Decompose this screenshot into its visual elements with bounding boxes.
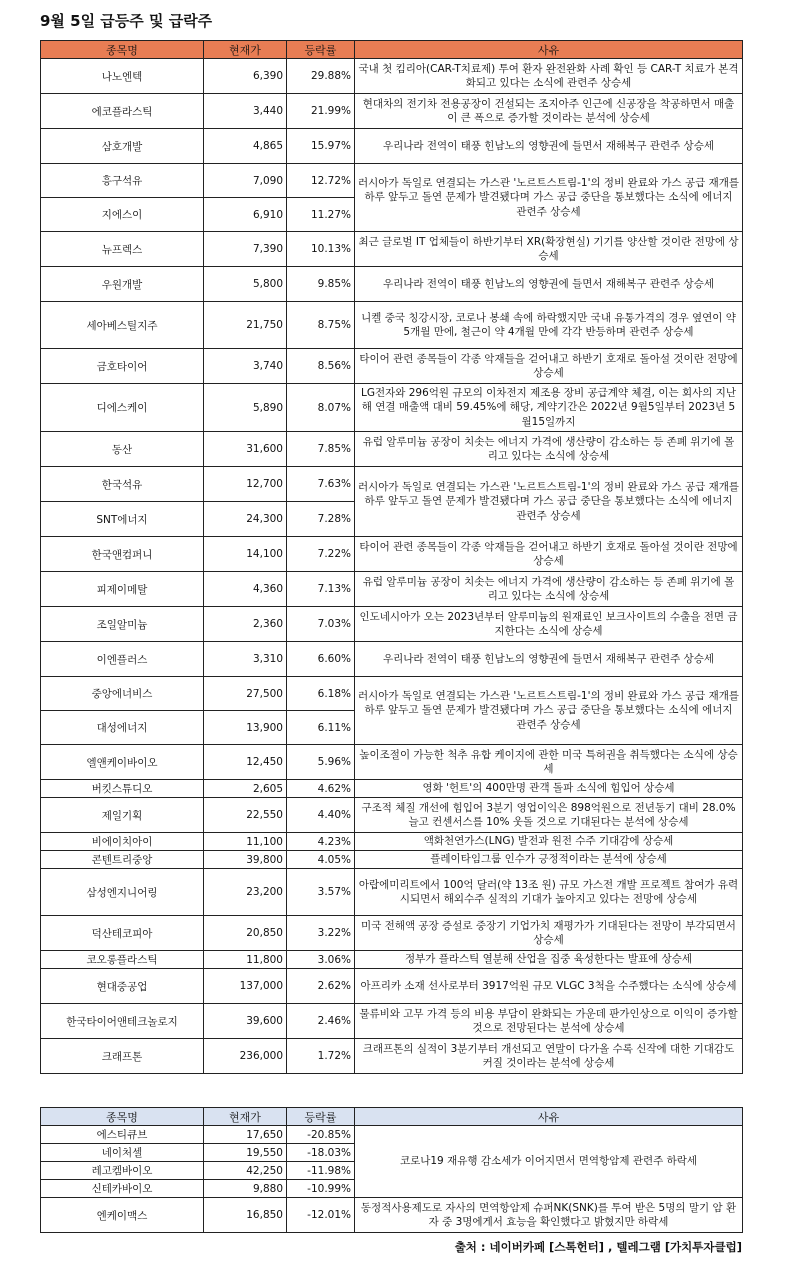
page-title: 9월 5일 급등주 및 급락주 [40,12,213,30]
stock-reason: 크래프톤의 실적이 3분기부터 개선되고 연말이 다가올 수록 신작에 대한 기대감도 커질 것이라는 분석에 상승세 [355,1039,743,1074]
stock-name: 엘앤케이바이오 [41,745,204,780]
stock-price: 20,850 [204,916,287,951]
stock-change: 5.96% [287,745,355,780]
riser-row [41,59,743,94]
stock-reason: 타이어 관련 종목들이 각종 악재들을 걷어내고 하반기 호재로 돌아설 것이란 전망에 상승세 [355,349,743,384]
stock-reason: 영화 '헌트'의 400만명 관객 돌파 소식에 힘입어 상승세 [355,780,743,798]
stock-reason: 현대차의 전기차 전용공장이 건설되는 조지아주 인근에 신공장을 착공하면서 매출이 큰 폭으로 증가할 것이라는 분석에 상승세 [355,94,743,129]
stock-reason: 물류비와 고무 가격 등의 비용 부담이 완화되는 가운데 판가인상으로 이익이 증가할 것으로 전망된다는 분석에 상승세 [355,1004,743,1039]
stock-reason: 러시아가 독일로 연결되는 가스관 '노르트스트림-1'의 정비 완료와 가스 공급 재개를 하루 앞두고 돌연 문제가 발견됐다며 가스 공급 중단을 통보했다는 소식에 에너지 관련주 상승세 [355,164,743,232]
stock-change: 6.18% [287,677,355,711]
stock-price: 19,550 [204,1144,287,1162]
riser-row [41,129,743,164]
stock-reason: 우리나라 전역이 태풍 힌남노의 영향권에 들면서 재해복구 관련주 상승세 [355,267,743,302]
riser-row [41,302,743,349]
riser-row [41,537,743,572]
stock-change: 7.28% [287,502,355,537]
riser-row [41,851,743,869]
riser-row [41,384,743,432]
stock-change: 7.22% [287,537,355,572]
stock-name: 중앙에너비스 [41,677,204,711]
stock-reason: 액화천연가스(LNG) 발전과 원전 수주 기대감에 상승세 [355,833,743,851]
stock-name: 에스티큐브 [41,1126,204,1144]
riser-row [41,869,743,916]
riser-row [41,94,743,129]
riser-row [41,267,743,302]
stock-price: 12,700 [204,467,287,502]
stock-price: 12,450 [204,745,287,780]
riser-row [41,164,743,198]
stock-reason: 타이어 관련 종목들이 각종 악재들을 걷어내고 하반기 호재로 돌아설 것이란 전망에 상승세 [355,537,743,572]
stock-change: 7.63% [287,467,355,502]
stock-price: 3,310 [204,642,287,677]
stock-price: 16,850 [204,1198,287,1233]
stock-price: 9,880 [204,1180,287,1198]
stock-name: 조일알미늄 [41,607,204,642]
stock-name: 한국앤컴퍼니 [41,537,204,572]
stock-reason: LG전자와 296억원 규모의 이차전지 제조용 장비 공급계약 체결, 이는 회사의 지난해 연결 매출액 대비 59.45%에 해당, 계약기간은 2022년 9월5일부터 2023년 5월15일까지 [355,384,743,432]
stock-name: 엔케이맥스 [41,1198,204,1233]
stock-change: 7.85% [287,432,355,467]
stock-price: 22,550 [204,798,287,833]
riser-row [41,349,743,384]
stock-change: 6.60% [287,642,355,677]
stock-reason: 동정적사용제도로 자사의 면역항암제 슈퍼NK(SNK)를 투여 받은 5명의 말기 암 환자 중 3명에게서 효능을 확인했다고 밝혔지만 하락세 [355,1198,743,1233]
stock-change: 8.07% [287,384,355,432]
header-change: 등락률 [287,1108,355,1126]
stock-change: -10.99% [287,1180,355,1198]
faller-row [41,1126,743,1144]
rising-stocks-table [40,40,743,1074]
riser-row [41,916,743,951]
stock-reason: 니켈 중국 칭강시장, 코로나 봉쇄 속에 하락했지만 국내 유통가격의 경우 옆연이 약 5개월 만에, 철근이 약 4개월 만에 각각 반등하며 관련주 상승세 [355,302,743,349]
stock-name: 디에스케이 [41,384,204,432]
stock-name: 지에스이 [41,198,204,232]
stock-change: 9.85% [287,267,355,302]
riser-row [41,642,743,677]
stock-name: 한국석유 [41,467,204,502]
stock-price: 39,600 [204,1004,287,1039]
stock-price: 3,440 [204,94,287,129]
stock-reason: 구조적 체질 개선에 힘입어 3분기 영업이익은 898억원으로 전년동기 대비 28.0% 늘고 컨센서스를 10% 웃돌 것으로 기대된다는 분석에 상승세 [355,798,743,833]
stock-reason: 최근 글로벌 IT 업체들이 하반기부터 XR(확장현실) 기기를 양산할 것이란 전망에 상승세 [355,232,743,267]
stock-change: 1.72% [287,1039,355,1074]
stock-reason: 플레이타임그룹 인수가 긍정적이라는 분석에 상승세 [355,851,743,869]
stock-price: 39,800 [204,851,287,869]
falling-stocks-table [40,1107,743,1233]
stock-name: 세아베스틸지주 [41,302,204,349]
header-price: 현재가 [204,1108,287,1126]
header-price: 현재가 [204,41,287,59]
stock-price: 17,650 [204,1126,287,1144]
stock-name: 레고켐바이오 [41,1162,204,1180]
header-reason: 사유 [355,41,743,59]
stock-name: 콘텐트리중앙 [41,851,204,869]
stock-name: 한국타이어앤테크놀로지 [41,1004,204,1039]
stock-reason: 아랍에미리트에서 100억 달러(약 13조 원) 규모 가스전 개발 프로젝트 참여가 유력시되면서 해외수주 실적의 기대가 높아지고 있다는 전망에 상승세 [355,869,743,916]
stock-price: 11,800 [204,951,287,969]
stock-change: -11.98% [287,1162,355,1180]
stock-change: 2.46% [287,1004,355,1039]
stock-reason: 높이조절이 가능한 척추 유합 케이지에 관한 미국 특허권을 취득했다는 소식에 상승세 [355,745,743,780]
stock-reason: 러시아가 독일로 연결되는 가스관 '노르트스트림-1'의 정비 완료와 가스 공급 재개를 하루 앞두고 돌연 문제가 발견됐다며 가스 공급 중단을 통보했다는 소식에 에너지 관련주 상승세 [355,467,743,537]
stock-price: 27,500 [204,677,287,711]
riser-row [41,798,743,833]
stock-name: 비에이치아이 [41,833,204,851]
stock-change: 4.05% [287,851,355,869]
stock-change: 4.62% [287,780,355,798]
stock-change: 29.88% [287,59,355,94]
stock-price: 2,360 [204,607,287,642]
stock-change: 7.03% [287,607,355,642]
riser-row [41,1039,743,1074]
stock-name: 이엔플러스 [41,642,204,677]
stock-name: 현대중공업 [41,969,204,1004]
riser-row [41,232,743,267]
stock-reason: 국내 첫 킴리아(CAR-T치료제) 투여 환자 완전완화 사례 확인 등 CAR-T 치료가 본격화되고 있다는 소식에 관련주 상승세 [355,59,743,94]
stock-name: SNT에너지 [41,502,204,537]
header-name: 종목명 [41,41,204,59]
stock-price: 5,890 [204,384,287,432]
stock-name: 크래프톤 [41,1039,204,1074]
stock-name: 코오롱플라스틱 [41,951,204,969]
stock-name: 우원개발 [41,267,204,302]
stock-change: 12.72% [287,164,355,198]
stock-price: 6,390 [204,59,287,94]
stock-change: 15.97% [287,129,355,164]
stock-name: 삼성엔지니어링 [41,869,204,916]
riser-row [41,969,743,1004]
stock-change: 3.57% [287,869,355,916]
stock-price: 6,910 [204,198,287,232]
stock-change: 4.23% [287,833,355,851]
stock-change: 3.22% [287,916,355,951]
stock-name: 대성에너지 [41,711,204,745]
stock-price: 24,300 [204,502,287,537]
stock-price: 137,000 [204,969,287,1004]
stock-price: 4,360 [204,572,287,607]
stock-change: 2.62% [287,969,355,1004]
stock-reason: 미국 전해액 공장 증설로 중장기 기업가치 재평가가 기대된다는 전망이 부각되면서 상승세 [355,916,743,951]
stock-price: 2,605 [204,780,287,798]
riser-row [41,745,743,780]
stock-reason: 우리나라 전역이 태풍 힌남노의 영향권에 들면서 재해복구 관련주 상승세 [355,642,743,677]
stock-price: 7,390 [204,232,287,267]
stock-change: -12.01% [287,1198,355,1233]
stock-name: 네이처셀 [41,1144,204,1162]
riser-row [41,780,743,798]
faller-row [41,1198,743,1233]
stock-name: 금호타이어 [41,349,204,384]
stock-change: 10.13% [287,232,355,267]
riser-row [41,467,743,502]
stock-price: 7,090 [204,164,287,198]
header-reason: 사유 [355,1108,743,1126]
stock-name: 삼호개발 [41,129,204,164]
stock-change: 8.56% [287,349,355,384]
stock-name: 에코플라스틱 [41,94,204,129]
stock-price: 236,000 [204,1039,287,1074]
stock-reason: 정부가 플라스틱 열분해 산업을 집중 육성한다는 발표에 상승세 [355,951,743,969]
riser-row [41,432,743,467]
stock-name: 나노엔텍 [41,59,204,94]
stock-reason: 인도네시아가 오는 2023년부터 알루미늄의 원재료인 보크사이트의 수출을 전면 금지한다는 소식에 상승세 [355,607,743,642]
stock-change: 8.75% [287,302,355,349]
stock-price: 13,900 [204,711,287,745]
stock-price: 11,100 [204,833,287,851]
stock-name: 피제이메탈 [41,572,204,607]
stock-reason: 유럽 알루미늄 공장이 치솟는 에너지 가격에 생산량이 감소하는 등 존폐 위기에 몰리고 있다는 소식에 상승세 [355,432,743,467]
stock-price: 14,100 [204,537,287,572]
stock-price: 42,250 [204,1162,287,1180]
stock-name: 제일기획 [41,798,204,833]
header-change: 등락률 [287,41,355,59]
stock-price: 31,600 [204,432,287,467]
stock-name: 동산 [41,432,204,467]
riser-row [41,607,743,642]
stock-price: 23,200 [204,869,287,916]
stock-change: 6.11% [287,711,355,745]
stock-price: 21,750 [204,302,287,349]
stock-change: 7.13% [287,572,355,607]
stock-name: 덕산테코피아 [41,916,204,951]
stock-reason: 코로나19 재유행 감소세가 이어지면서 면역항암제 관련주 하락세 [355,1126,743,1198]
riser-row [41,951,743,969]
stock-change: 11.27% [287,198,355,232]
stock-reason: 우리나라 전역이 태풍 힌남노의 영향권에 들면서 재해복구 관련주 상승세 [355,129,743,164]
stock-name: 흥구석유 [41,164,204,198]
riser-row [41,1004,743,1039]
stock-reason: 유럽 알루미늄 공장이 치솟는 에너지 가격에 생산량이 감소하는 등 존폐 위기에 몰리고 있다는 소식에 상승세 [355,572,743,607]
stock-change: 4.40% [287,798,355,833]
source-note: 출처 : 네이버카페 [스톡헌터] , 텔레그램 [가치투자클럽] [454,1240,742,1254]
stock-change: -20.85% [287,1126,355,1144]
riser-row [41,833,743,851]
stock-change: -18.03% [287,1144,355,1162]
stock-name: 신테카바이오 [41,1180,204,1198]
riser-row [41,677,743,711]
riser-row [41,572,743,607]
stock-reason: 아프리카 소재 선사로부터 3917억원 규모 VLGC 3척을 수주했다는 소식에 상승세 [355,969,743,1004]
stock-change: 3.06% [287,951,355,969]
stock-price: 5,800 [204,267,287,302]
stock-change: 21.99% [287,94,355,129]
stock-price: 3,740 [204,349,287,384]
stock-price: 4,865 [204,129,287,164]
header-name: 종목명 [41,1108,204,1126]
stock-name: 버킷스튜디오 [41,780,204,798]
stock-name: 뉴프렉스 [41,232,204,267]
stock-reason: 러시아가 독일로 연결되는 가스관 '노르트스트림-1'의 정비 완료와 가스 공급 재개를 하루 앞두고 돌연 문제가 발견됐다며 가스 공급 중단을 통보했다는 소식에 에너지 관련주 상승세 [355,677,743,745]
